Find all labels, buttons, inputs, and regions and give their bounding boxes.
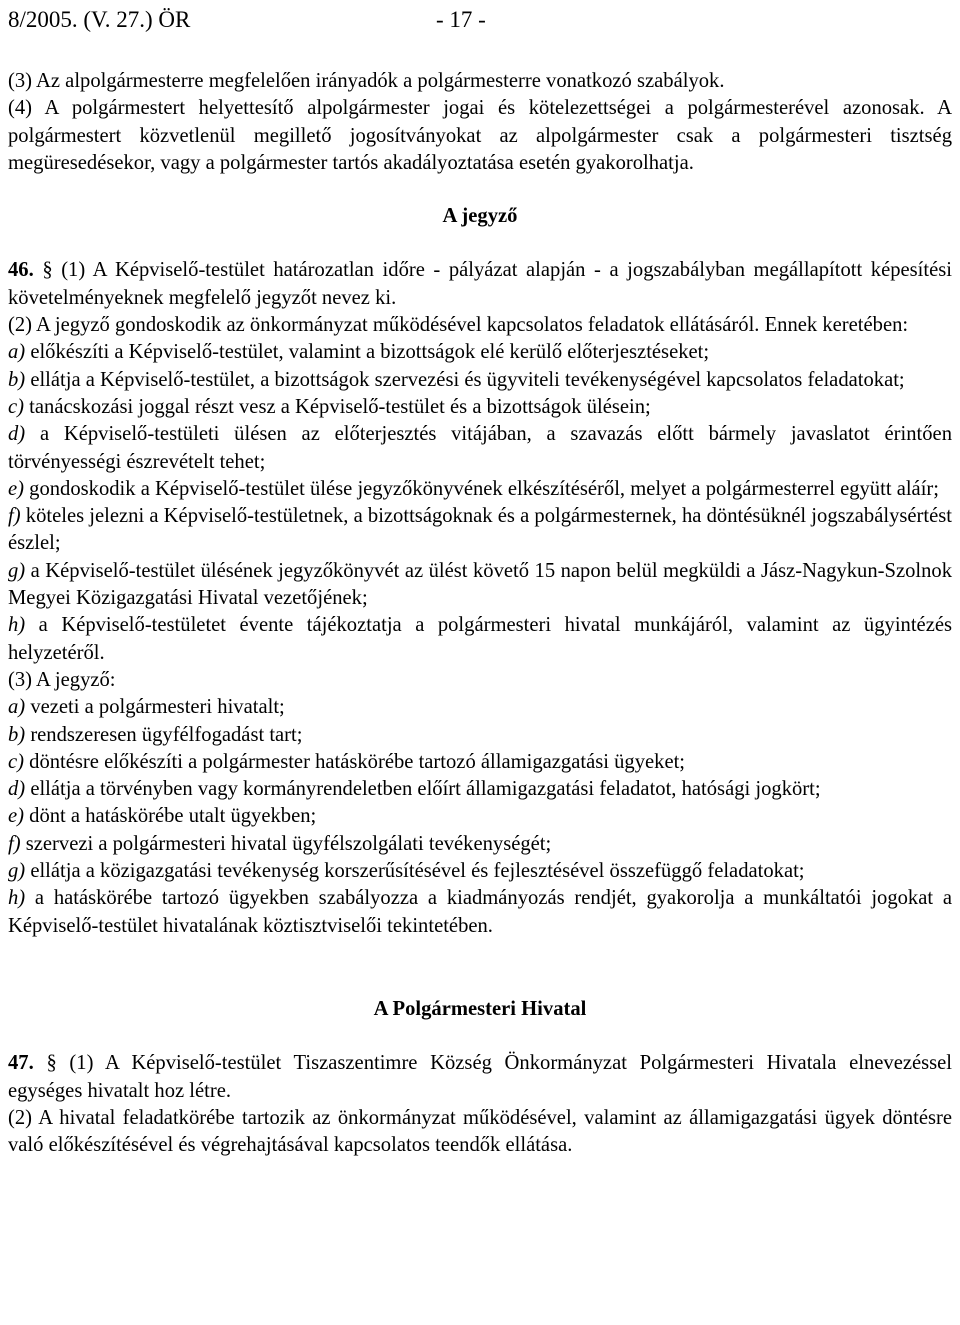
paragraph-alpolgarmester-3: (3) Az alpolgármesterre megfelelően irányadók a polgármesterre vonatkozó szabályok.: [8, 70, 725, 92]
list-item: [8, 421, 952, 476]
list-item-letter: d): [8, 423, 26, 446]
section-number: 46.: [8, 259, 34, 282]
page-number: - 17 -: [436, 7, 486, 32]
list-item: [8, 503, 952, 558]
list-item: [8, 803, 952, 830]
list-item: [8, 831, 952, 858]
list-item-letter: c): [8, 395, 24, 418]
list-item: [8, 694, 952, 721]
list-item-letter: a): [8, 341, 26, 364]
list-item: [8, 339, 952, 366]
list-item: [8, 776, 952, 803]
paragraph-47-1: [8, 1050, 952, 1105]
list-item-text: vezeti a polgármesteri hivatalt;: [30, 696, 285, 719]
list-item-text: gondoskodik a Képviselő-testület ülése jegyzőkönyvének elkészítéséről, melyet a polgármesterrel együtt aláír;: [29, 477, 939, 500]
jegyzo-tasks-list: [8, 694, 952, 940]
paragraph-46-2: (2) A jegyző gondoskodik az önkormányzat működésével kapcsolatos feladatok ellátásáról. Ennek keretében:: [8, 314, 909, 337]
page-header: [8, 4, 952, 36]
list-item: [8, 612, 952, 667]
section-number: 47.: [8, 1052, 34, 1075]
list-item: [8, 367, 952, 394]
list-item-letter: c): [8, 750, 24, 773]
list-item-text: szervezi a polgármesteri hivatal ügyfélszolgálati tevékenységét;: [25, 832, 552, 855]
list-item-letter: f): [8, 832, 21, 855]
list-item: [8, 749, 952, 776]
list-item-letter: h): [8, 614, 26, 637]
section-heading-jegyzo: A jegyző: [442, 205, 518, 228]
section-sign: §: [46, 1052, 57, 1075]
list-item-letter: b): [8, 723, 26, 746]
list-item-letter: e): [8, 805, 24, 828]
document-body: [8, 68, 952, 1159]
list-item-text: rendszeresen ügyfélfogadást tart;: [30, 723, 303, 746]
list-item-letter: g): [8, 860, 26, 883]
document-reference: 8/2005. (V. 27.) ÖR: [8, 7, 191, 32]
list-item-letter: e): [8, 477, 24, 500]
list-item-text: a Képviselő-testület ülésének jegyzőkönyvét az ülést követő 15 napon belül megküldi a Jász-Nagykun-Szolnok Megyei Közigazgatási Hivatal vezetőjének;: [8, 559, 952, 610]
list-item-text: előkészíti a Képviselő-testület, valamint a bizottságok elé kerülő előterjesztéseket;: [30, 341, 710, 364]
paragraph-46-1: [8, 257, 952, 312]
list-item-text: ellátja a törvényben vagy kormányrendeletben előírt államigazgatási feladatot, hatósági jogkört;: [30, 778, 821, 801]
list-item-text: dönt a hatáskörébe utalt ügyekben;: [29, 805, 317, 828]
list-item-text: ellátja a közigazgatási tevékenység korszerűsítésével és fejlesztésével összefüggő feladatokat;: [30, 860, 805, 883]
list-item: [8, 394, 952, 421]
list-item: [8, 722, 952, 749]
list-item-letter: a): [8, 696, 26, 719]
section-sign: §: [42, 259, 53, 282]
list-item-letter: d): [8, 778, 26, 801]
section-heading-hivatal: A Polgármesteri Hivatal: [373, 997, 587, 1020]
list-item: [8, 885, 952, 940]
duties-list: [8, 339, 952, 667]
list-item-text: köteles jelezni a Képviselő-testületnek, a bizottságoknak és a polgármesternek, ha döntésüknél jogszabálysértést észlel;: [8, 505, 952, 555]
paragraph-46-3: (3) A jegyző:: [8, 668, 116, 691]
list-item-text: a Képviselő-testületet évente tájékoztatja a polgármesteri hivatal munkájáról, valamint az ügyintézés helyzetéről.: [8, 614, 952, 664]
paragraph-text: (1) A Képviselő-testület Tiszaszentimre Község Önkormányzat Polgármesteri Hivatala elnevezéssel egységes hivatalt hoz létre.: [8, 1052, 953, 1102]
list-item-text: a hatáskörébe tartozó ügyekben szabályozza a kiadmányozás rendjét, gyakorolja a munkáltatói jogokat a Képviselő-testület hivatalának köztisztviselői tekintetében.: [8, 887, 952, 937]
list-item: [8, 858, 952, 885]
list-item-letter: f): [8, 505, 21, 528]
list-item-letter: g): [8, 559, 26, 582]
paragraph-alpolgarmester-4: (4) A polgármestert helyettesítő alpolgármester jogai és kötelezettségei a polgármesterével azonosak. A polgármestert közvetlenül megillető jogosítványokat az alpolgármester csak a polgármesteri tisztség megüresedésekor, vagy a polgármester tartós akadályoztatása esetén gyakorolhatja.: [8, 97, 952, 174]
list-item: [8, 558, 952, 613]
paragraph-text: (1) A Képviselő-testület határozatlan időre - pályázat alapján - a jogszabályban megállapított képesítési követelményeknek megfelelő jegyzőt nevez ki.: [8, 259, 952, 309]
list-item: [8, 476, 952, 503]
list-item-text: a Képviselő-testületi ülésen az előterjesztés vitájában, a szavazás előtt bármely javaslatot érintően törvényességi észrevételt tehet;: [8, 423, 952, 473]
paragraph-47-2: (2) A hivatal feladatkörébe tartozik az önkormányzat működésével, valamint az államigazgatási ügyek döntésre való előkészítésével és végrehajtásával kapcsolatos teendők ellátása.: [8, 1106, 952, 1157]
list-item-text: tanácskozási joggal részt vesz a Képviselő-testület és a bizottságok ülésein;: [29, 395, 651, 418]
list-item-text: döntésre előkészíti a polgármester hatáskörébe tartozó államigazgatási ügyeket;: [29, 750, 686, 773]
list-item-letter: b): [8, 368, 26, 391]
list-item-text: ellátja a Képviselő-testület, a bizottságok szervezési és ügyviteli tevékenységével kapcsolatos feladatokat;: [30, 368, 905, 391]
list-item-letter: h): [8, 887, 26, 910]
